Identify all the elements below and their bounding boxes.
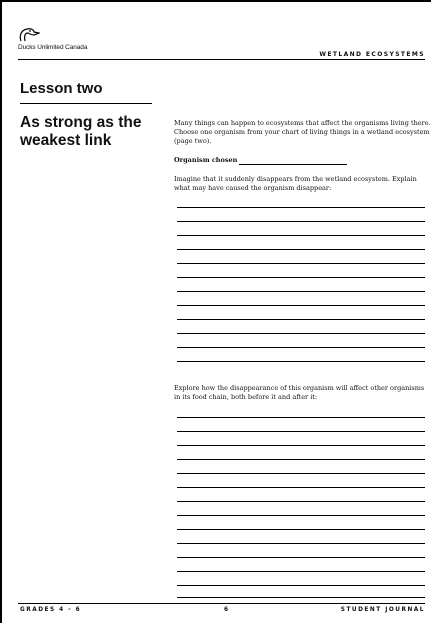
intro-paragraph: Many things can happen to ecosystems that affect the organisms living there. Choose one organism from your chart of living things in a wetland ecosystem (page two). — [174, 119, 431, 145]
footer-grades: GRADES 4 - 6 — [20, 607, 82, 613]
answer-line[interactable] — [177, 319, 425, 320]
answer-line[interactable] — [177, 529, 425, 530]
answer-line[interactable] — [177, 333, 425, 334]
answer-line[interactable] — [177, 207, 425, 208]
organism-chosen-label: Organism chosen — [174, 156, 238, 164]
answer-line[interactable] — [177, 543, 425, 544]
answer-line[interactable] — [177, 305, 425, 306]
question-1: Imagine that it suddenly disappears from the wetland ecosystem. Explain what may have caused the organism disappear: — [174, 175, 417, 192]
header-divider — [18, 59, 425, 60]
logo-text: Ducks Unlimited Canada — [18, 44, 88, 51]
header-title: WETLAND ECOSYSTEMS — [319, 51, 425, 58]
answer-line[interactable] — [177, 263, 425, 264]
question-2: Explore how the disappearance of this organism will affect other organisms in its food chain, both before it and after it: — [174, 384, 425, 401]
answer-line[interactable] — [177, 459, 425, 460]
answer-line[interactable] — [177, 585, 425, 586]
lesson-divider — [20, 103, 152, 104]
answer-line[interactable] — [177, 291, 425, 292]
duck-head-icon — [18, 26, 40, 44]
answer-line[interactable] — [177, 515, 425, 516]
answer-line[interactable] — [177, 249, 425, 250]
footer-journal: STUDENT JOURNAL — [340, 607, 425, 613]
answer-line[interactable] — [177, 431, 425, 432]
answer-line[interactable] — [177, 235, 425, 236]
answer-line[interactable] — [177, 501, 425, 502]
lesson-number: Lesson two — [20, 80, 103, 97]
answer-line[interactable] — [177, 445, 425, 446]
answer-line[interactable] — [177, 417, 425, 418]
answer-line[interactable] — [177, 473, 425, 474]
answer-line[interactable] — [177, 277, 425, 278]
answer-line[interactable] — [177, 361, 425, 362]
page-number: 6 — [224, 607, 230, 613]
organism-chosen-field[interactable] — [239, 164, 347, 165]
ducks-unlimited-logo — [18, 26, 88, 56]
answer-line[interactable] — [177, 487, 425, 488]
answer-line[interactable] — [177, 597, 425, 598]
footer-divider — [18, 603, 425, 604]
answer-line[interactable] — [177, 571, 425, 572]
answer-line[interactable] — [177, 221, 425, 222]
answer-line[interactable] — [177, 347, 425, 348]
answer-line[interactable] — [177, 557, 425, 558]
lesson-title: As strong as the weakest link — [20, 114, 142, 149]
